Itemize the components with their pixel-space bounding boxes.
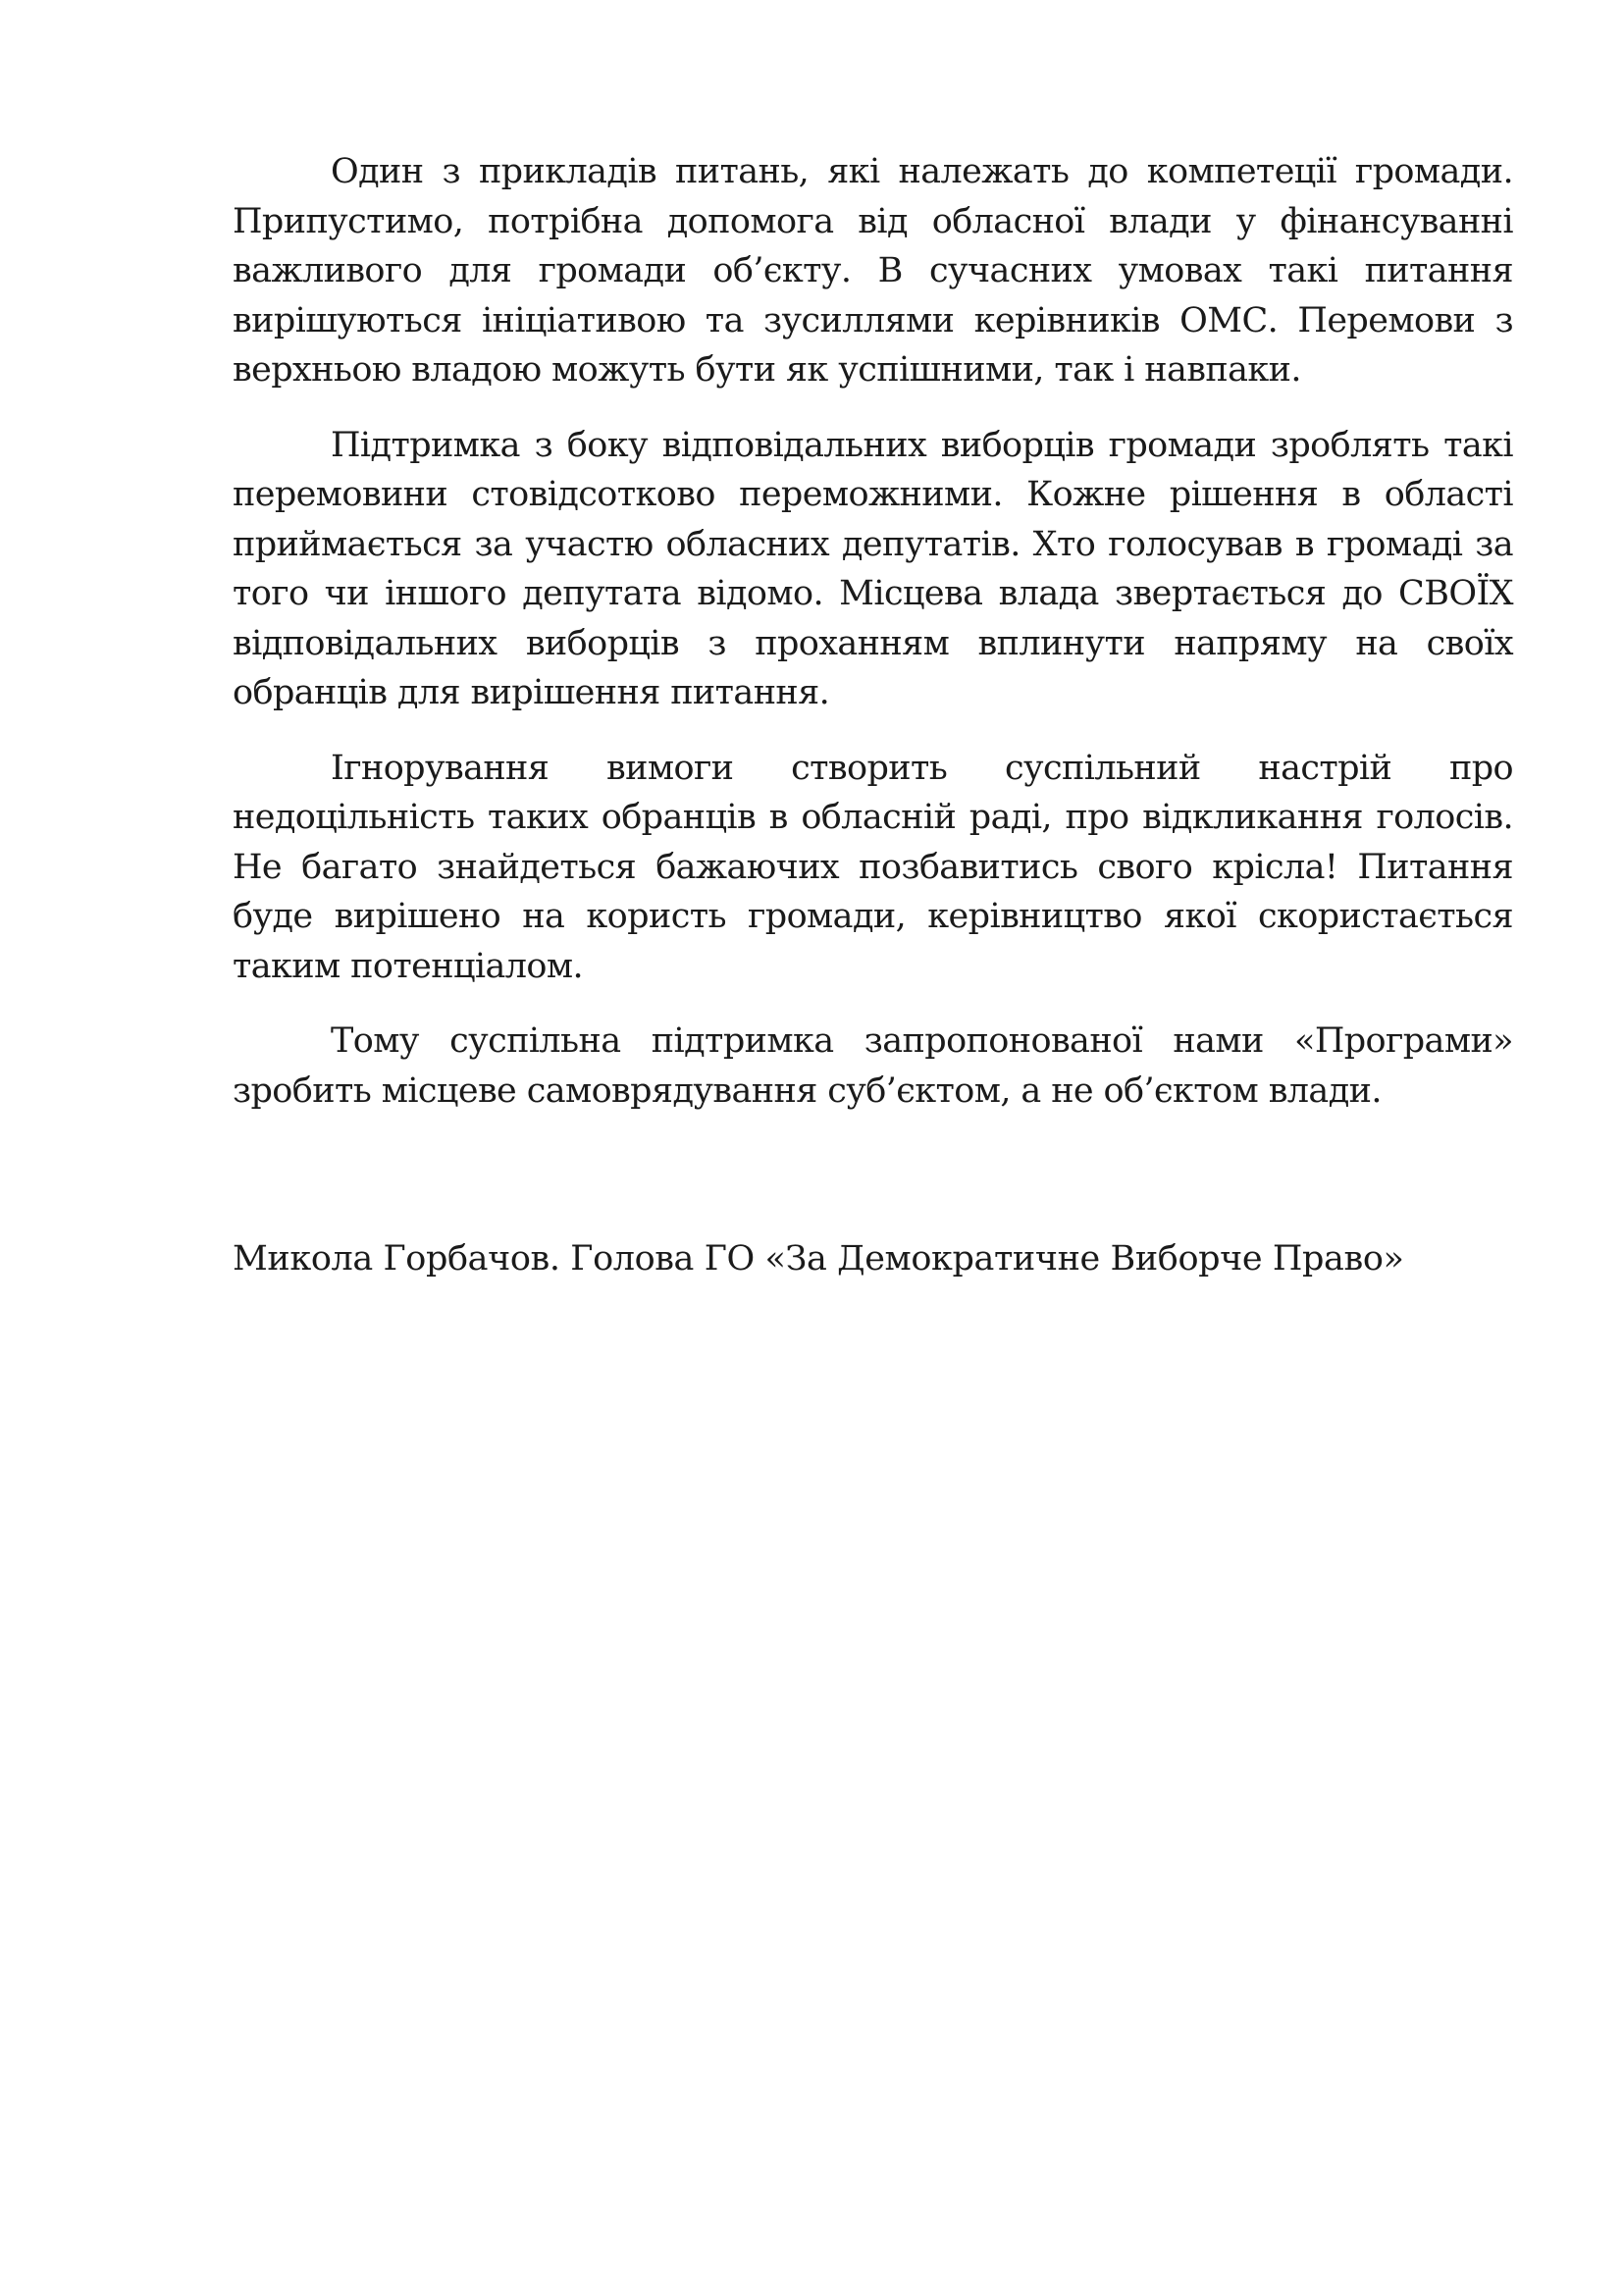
- text-line: Підтримка з боку відповідальних виборців громади зроблять такі: [331, 425, 1513, 465]
- text-line: Не багато знайдеться бажаючих позбавитись свого крісла! Питання: [233, 847, 1513, 887]
- text-line: обранців для вирішення питання.: [233, 673, 830, 712]
- text-line: таким потенціалом.: [233, 946, 584, 986]
- text-line: Тому суспільна підтримка запропонованої нами «Програми»: [331, 1021, 1513, 1061]
- text-line: Припустимо, потрібна допомога від обласної влади у фінансуванні: [233, 201, 1513, 241]
- text-line: зробить місцеве самоврядування суб’єктом, а не об’єктом влади.: [233, 1070, 1382, 1111]
- text-line: Один з прикладів питань, які належать до компетеції громади.: [331, 152, 1513, 191]
- paragraph-3: [233, 744, 1513, 992]
- paragraph-4: [233, 1017, 1513, 1116]
- text-line: важливого для громади об’єкту. В сучасних умовах такі питання: [233, 251, 1513, 290]
- text-line: Ігнорування вимоги створить суспільний настрій про: [331, 748, 1513, 788]
- paragraph-2: [233, 421, 1513, 718]
- text-line: того чи іншого депутата відомо. Місцева влада звертається до СВОЇХ: [233, 574, 1513, 613]
- document-body: [233, 147, 1513, 1141]
- text-line: вирішуються ініціативою та зусиллями керівників ОМС. Перемови з: [233, 300, 1513, 340]
- text-line: недоцільність таких обранців в обласній раді, про відкликання голосів.: [233, 798, 1513, 837]
- text-line: приймається за участю обласних депутатів. Хто голосував в громаді за: [233, 524, 1513, 564]
- signature-line: Микола Горбачов. Голова ГО «За Демократичне Виборче Право»: [233, 1239, 1404, 1278]
- text-line: перемовини стовідсотково переможними. Кожне рішення в області: [233, 475, 1513, 514]
- text-line: відповідальних виборців з проханням вплинути напряму на своїх: [233, 623, 1513, 663]
- text-line: верхньою владою можуть бути як успішними, так і навпаки.: [233, 350, 1301, 390]
- text-line: буде вирішено на користь громади, керівництво якої скористається: [233, 897, 1513, 936]
- paragraph-1: [233, 147, 1513, 395]
